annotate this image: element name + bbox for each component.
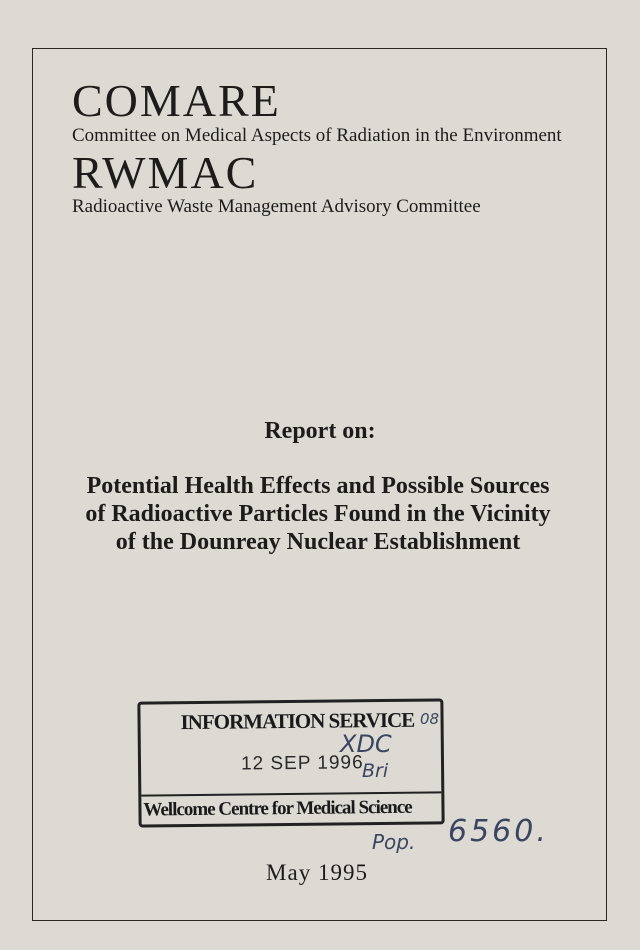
comare-full-name: Committee on Medical Aspects of Radiation in the Environment — [72, 125, 562, 146]
handwritten-number: 6560. — [448, 814, 549, 849]
stamp-rule — [141, 791, 441, 796]
handwritten-side: 08 — [420, 710, 440, 728]
handwritten-sub: Bri — [362, 760, 389, 782]
rwmac-acronym: RWMAC — [72, 147, 259, 198]
report-title-line: Potential Health Effects and Possible Sources — [86, 473, 550, 499]
stamp-footer: Wellcome Centre for Medical Science — [143, 796, 412, 821]
comare-acronym: COMARE — [72, 75, 281, 126]
report-title-line: of the Dounreay Nuclear Establishment — [115, 529, 521, 555]
stamp-date: 12 SEP 1996 — [240, 752, 364, 775]
rwmac-full-name: Radioactive Waste Management Advisory Committee — [72, 196, 481, 217]
handwritten-code: XDC — [340, 730, 392, 758]
report-label: Report on: — [264, 418, 376, 444]
handwritten-pop: Pop. — [372, 830, 416, 854]
report-title — [60, 472, 576, 556]
library-stamp — [137, 698, 444, 827]
report-title-line: of Radioactive Particles Found in the Vicinity — [85, 501, 551, 527]
publication-date: May 1995 — [266, 860, 368, 885]
stamp-header: INFORMATION SERVICE — [180, 707, 415, 735]
